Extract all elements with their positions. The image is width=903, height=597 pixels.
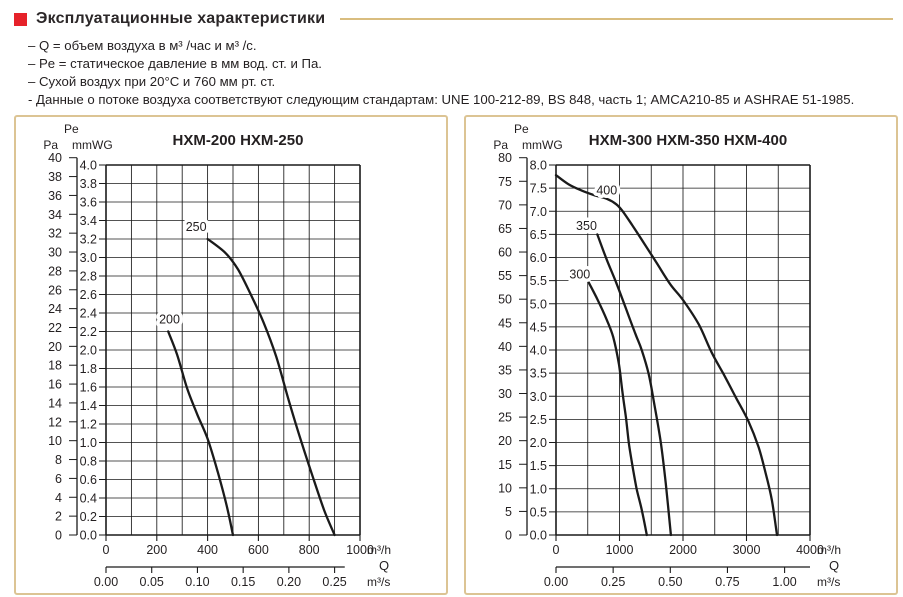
title-rule-divider: [340, 18, 893, 20]
mmwg-axis-label: 0.0: [529, 528, 547, 543]
series-curve-350: [597, 234, 671, 535]
mmwg-axis-label: 0.4: [79, 491, 97, 506]
pa-axis-label: 12: [48, 415, 62, 430]
x-axis-label: 3000: [732, 543, 761, 557]
pa-axis-label: 20: [498, 434, 512, 449]
pe-axis-title: Pe: [514, 122, 529, 136]
pa-axis-label: 50: [498, 292, 512, 307]
pa-axis-label: 30: [498, 387, 512, 402]
x-axis-label: 2000: [669, 543, 697, 557]
performance-chart-hxm-200-250: [16, 117, 446, 593]
mmwg-axis-label: 2.5: [529, 412, 547, 427]
mmwg-axis-label: 2.2: [79, 325, 97, 339]
pa-axis-label: 70: [498, 198, 512, 213]
mmwg-axis-label: 0.2: [79, 510, 97, 524]
pa-axis-label: 40: [498, 339, 512, 354]
notes-list: [28, 37, 893, 109]
title-row: [14, 8, 893, 30]
mmwg-axis-label: 1.6: [79, 380, 97, 395]
pa-axis-label: 8: [55, 453, 62, 468]
pa-axis-label: 5: [505, 504, 512, 519]
x-axis-label: 400: [197, 543, 219, 557]
pa-axis-label: 38: [48, 170, 62, 185]
s-axis-label: 0.00: [543, 575, 569, 589]
mmwg-axis-label: 1.5: [529, 459, 547, 474]
s-axis-label: 0.10: [185, 575, 210, 589]
pa-axis-label: 35: [498, 363, 512, 378]
pa-axis-unit: Pa: [493, 138, 508, 152]
mmwg-axis-label: 3.5: [529, 366, 547, 381]
pa-axis-label: 32: [48, 226, 62, 241]
curve-label-300: 300: [569, 267, 591, 282]
series-curve-300: [588, 281, 647, 535]
curve-label-350: 350: [576, 219, 597, 234]
mmwg-axis-label: 1.8: [79, 362, 97, 376]
mmwg-axis-label: 4.5: [529, 320, 547, 335]
q-axis-label: Q: [829, 558, 840, 573]
mmwg-axis-label: 6.5: [529, 227, 547, 242]
page-header: [0, 0, 903, 109]
curve-label-400: 400: [596, 183, 618, 198]
mmwg-axis-label: 4.0: [529, 343, 547, 358]
chart-title: HXM-300 HXM-350 HXM-400: [588, 132, 788, 149]
mmwg-axis-label: 0.8: [79, 454, 97, 469]
mmwg-axis-label: 2.0: [529, 436, 547, 450]
mmwg-axis-label: 3.6: [79, 195, 97, 210]
mmwg-axis-label: 2.4: [79, 306, 97, 321]
mmwg-axis-label: 1.0: [79, 436, 97, 450]
x-axis-label: 600: [247, 543, 269, 557]
pa-axis-label: 16: [48, 377, 62, 392]
note-line: – Q = объем воздуха в м³ /час и м³ /с.: [28, 38, 257, 53]
note-line: - Данные о потоке воздуха соответствуют следующим стандартам: UNE 100-212-89, BS 848, часть 1; AMCA210-85 и ASHRAE 51-1985.: [28, 92, 855, 107]
mmwg-axis-label: 3.0: [529, 389, 547, 404]
chart-panels-row: [14, 115, 903, 595]
pa-axis-label: 55: [498, 269, 512, 284]
pa-axis-label: 30: [48, 245, 62, 260]
pa-axis-label: 22: [48, 320, 62, 335]
pa-axis-label: 6: [55, 471, 62, 486]
s-axis-label: 0.25: [600, 575, 626, 589]
mmwg-axis-label: 2.6: [79, 288, 97, 302]
s-axis-label: 0.00: [93, 575, 119, 589]
mmwg-axis-label: 5.0: [529, 297, 547, 312]
mmwg-axis-label: 3.8: [79, 177, 97, 191]
series-curve-200: [168, 332, 233, 536]
pa-axis-label: 26: [48, 283, 62, 298]
x-axis-label: 0: [102, 543, 110, 557]
s-axis-label: 0.50: [658, 575, 683, 589]
pa-axis-label: 45: [498, 316, 512, 331]
pa-axis-label: 34: [48, 207, 62, 222]
chart-title: HXM-200 HXM-250: [172, 132, 304, 149]
pa-axis-label: 75: [498, 174, 512, 189]
mmwg-axis-label: 8.0: [529, 158, 547, 173]
s-axis-unit: m³/s: [367, 575, 391, 589]
pa-axis-unit: Pa: [43, 138, 58, 152]
pa-axis-label: 60: [498, 245, 512, 260]
mmwg-axis-label: 3.0: [79, 251, 97, 265]
pa-axis-label: 10: [498, 481, 512, 496]
performance-chart-hxm-300-350-400: [466, 117, 896, 593]
pa-axis-label: 18: [48, 358, 62, 373]
red-square-bullet-icon: [14, 13, 27, 26]
x-axis-unit: m³/h: [367, 543, 391, 557]
pa-axis-label: 14: [48, 396, 62, 411]
mmwg-axis-unit: mmWG: [72, 138, 113, 152]
pa-axis-label: 20: [48, 339, 62, 354]
pa-axis-label: 10: [48, 434, 62, 449]
x-axis-label: 4000: [796, 543, 824, 557]
pa-axis-label: 28: [48, 264, 62, 279]
pa-axis-label: 24: [48, 302, 62, 317]
s-axis-label: 0.15: [230, 575, 256, 589]
pa-axis-label: 80: [498, 151, 512, 166]
s-axis-label: 1.00: [772, 575, 797, 589]
x-axis-label: 800: [298, 543, 320, 557]
mmwg-axis-label: 6.0: [529, 251, 547, 265]
pa-axis-label: 25: [498, 410, 512, 425]
pa-axis-label: 15: [498, 457, 512, 472]
mmwg-axis-label: 3.2: [79, 232, 97, 247]
note-line: – Pe = статическое давление в мм вод. ст. и Па.: [28, 56, 322, 71]
pa-axis-label: 40: [48, 151, 62, 166]
s-axis-label: 0.20: [276, 575, 302, 589]
mmwg-axis-label: 7.0: [529, 204, 547, 219]
mmwg-axis-label: 7.5: [529, 181, 547, 196]
mmwg-axis-label: 2.0: [79, 343, 97, 358]
mmwg-axis-label: 2.8: [79, 269, 97, 284]
s-axis-unit: m³/s: [817, 575, 841, 589]
s-axis-label: 0.25: [322, 575, 347, 589]
s-axis-label: 0.75: [715, 575, 740, 589]
curve-label-200: 200: [159, 312, 180, 327]
pe-axis-title: Pe: [64, 122, 79, 136]
curve-label-250: 250: [185, 219, 207, 234]
mmwg-axis-label: 0.6: [79, 473, 97, 487]
pa-axis-label: 65: [498, 221, 512, 236]
x-axis-label: 1000: [605, 543, 634, 557]
x-axis-label: 200: [146, 543, 168, 557]
mmwg-axis-label: 1.2: [79, 417, 97, 432]
x-axis-label: 1000: [346, 543, 374, 557]
mmwg-axis-label: 1.0: [529, 482, 547, 497]
x-axis-label: 0: [552, 543, 560, 557]
chart-panel-hxm-200-250: [14, 115, 448, 595]
mmwg-axis-label: 0.0: [79, 528, 97, 543]
mmwg-axis-label: 5.5: [529, 274, 547, 289]
pa-axis-label: 0: [55, 528, 62, 543]
mmwg-axis-unit: mmWG: [522, 138, 563, 152]
pa-axis-label: 36: [48, 188, 62, 203]
pa-axis-label: 0: [505, 528, 512, 543]
x-axis-unit: m³/h: [817, 543, 841, 557]
pa-axis-label: 4: [55, 490, 62, 505]
chart-panel-hxm-300-350-400: [464, 115, 898, 595]
note-line: – Сухой воздух при 20°C и 760 мм рт. ст.: [28, 74, 276, 89]
pa-axis-label: 2: [55, 509, 62, 524]
page-title: Эксплуатационные характеристики: [36, 10, 326, 27]
mmwg-axis-label: 4.0: [79, 158, 97, 173]
mmwg-axis-label: 0.5: [529, 505, 547, 520]
s-axis-label: 0.05: [139, 575, 164, 589]
mmwg-axis-label: 1.4: [79, 399, 97, 413]
mmwg-axis-label: 3.4: [79, 214, 97, 228]
q-axis-label: Q: [379, 558, 390, 573]
